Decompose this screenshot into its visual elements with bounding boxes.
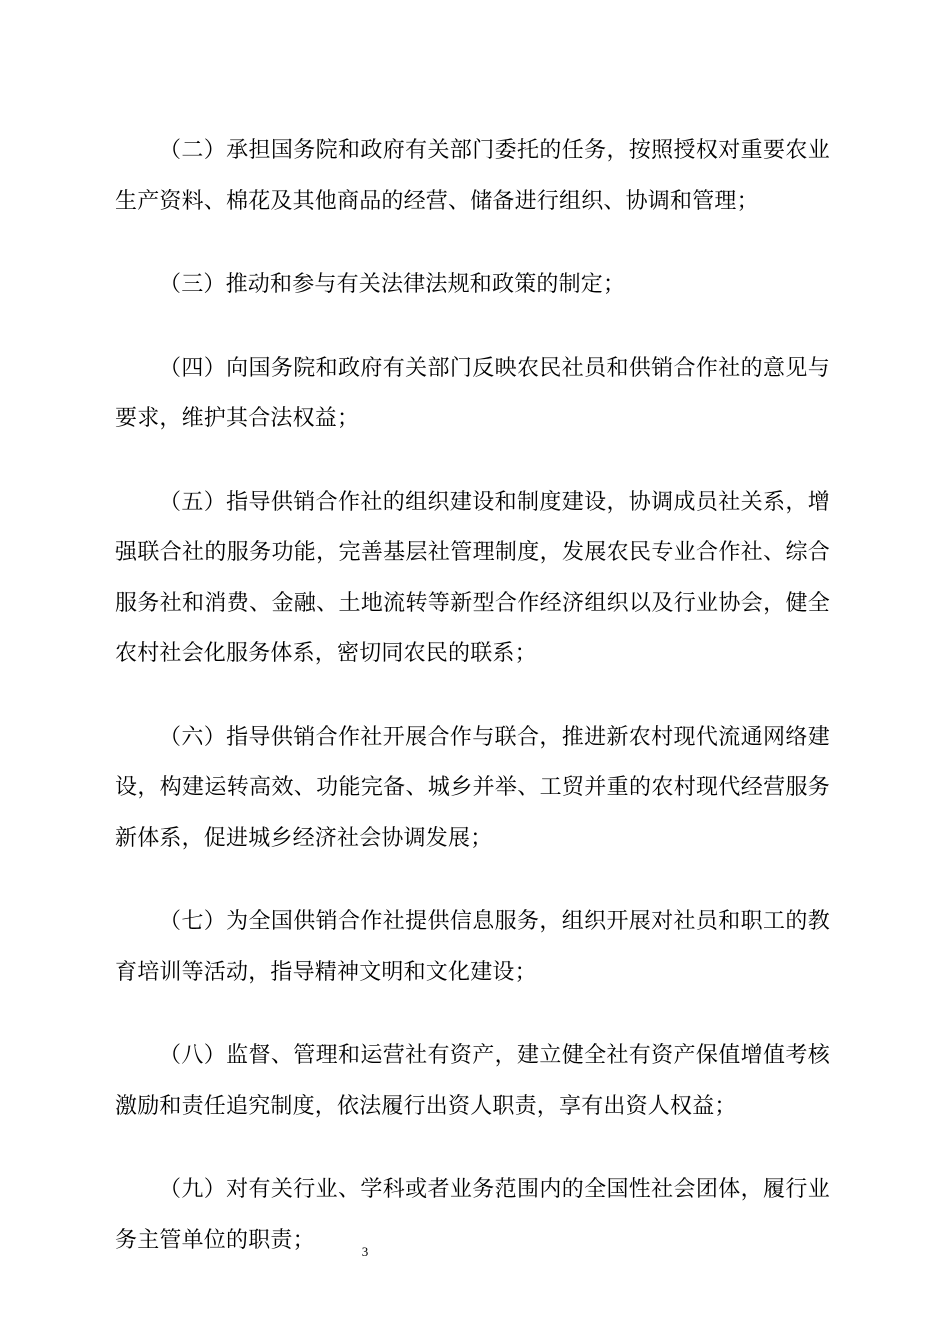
paragraph-item-5: （五）指导供销合作社的组织建设和制度建设，协调成员社关系，增强联合社的服务功能，完善基层社管理制度，发展农民专业合作社、综合服务社和消费、金融、土地流转等新型合作经济组织以及行业协会，健全农村社会化服务体系，密切同农民的联系； [115, 489, 830, 666]
paragraph-item-8: （八）监督、管理和运营社有资产，建立健全社有资产保值增值考核激励和责任追究制度，依法履行出资人职责，享有出资人权益； [115, 1043, 830, 1119]
paragraph-item-6: （六）指导供销合作社开展合作与联合，推进新农村现代流通网络建设，构建运转高效、功能完备、城乡并举、工贸并重的农村现代经营服务新体系，促进城乡经济社会协调发展； [115, 724, 830, 851]
paragraph-item-2: （二）承担国务院和政府有关部门委托的任务，按照授权对重要农业生产资料、棉花及其他商品的经营、储备进行组织、协调和管理； [115, 138, 830, 214]
page-number: 3 [361, 1244, 369, 1259]
paragraph-item-3: （三）推动和参与有关法律法规和政策的制定； [159, 272, 626, 297]
paragraph-item-4: （四）向国务院和政府有关部门反映农民社员和供销合作社的意见与要求，维护其合法权益； [115, 355, 830, 431]
paragraph-item-7: （七）为全国供销合作社提供信息服务，组织开展对社员和职工的教育培训等活动，指导精神文明和文化建设； [115, 909, 830, 985]
document-body [115, 126, 830, 1299]
paragraph-item-9: （九）对有关行业、学科或者业务范围内的全国性社会团体，履行业务主管单位的职责； [115, 1177, 830, 1253]
